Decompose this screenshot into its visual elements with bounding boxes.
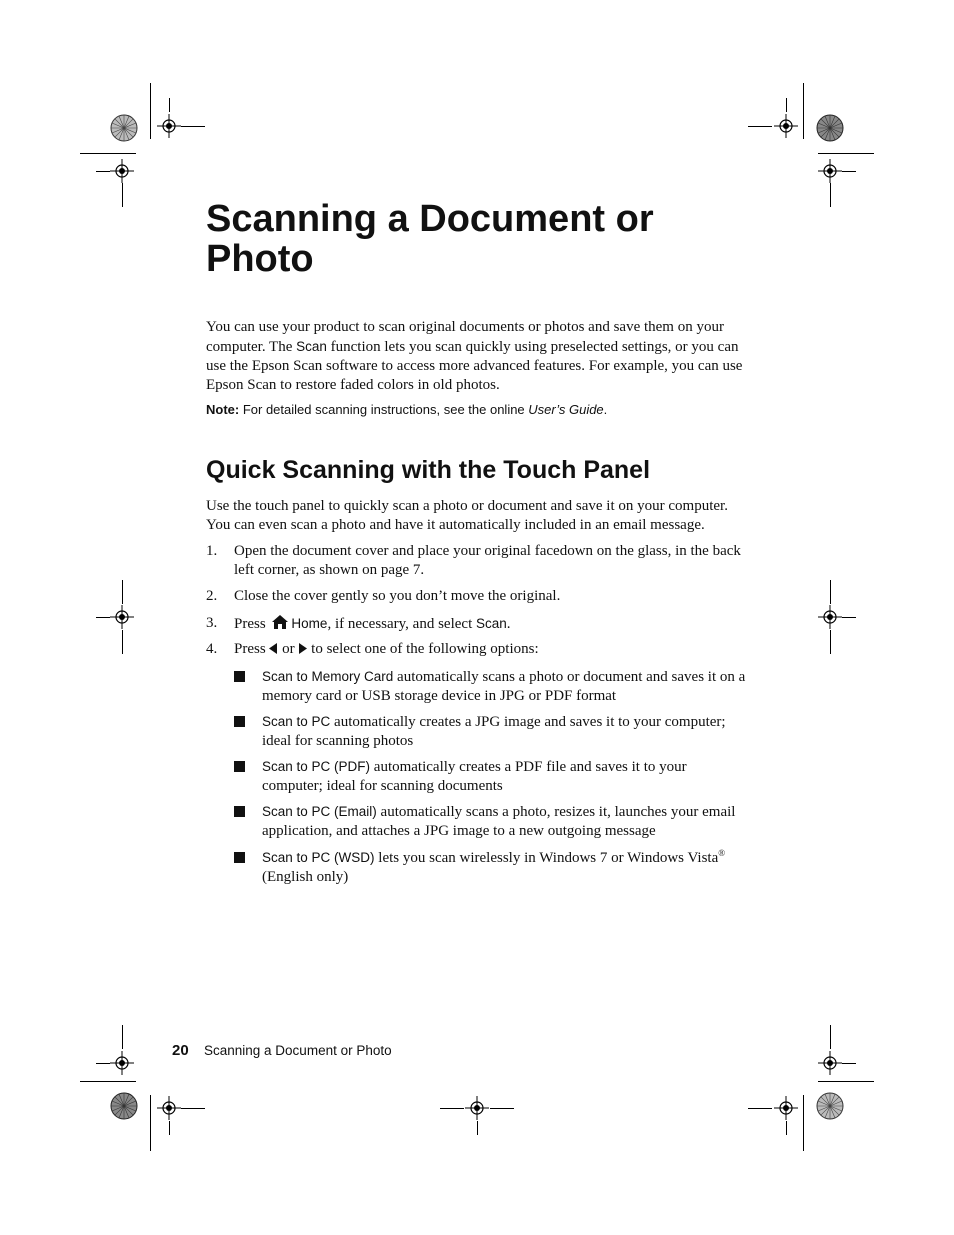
crop-line [748, 1108, 772, 1109]
step-number: 4. [206, 641, 218, 657]
option-description: automatically creates a PDF file and saves it to your computer; ideal for scanning documents [262, 759, 687, 794]
option-description: lets you scan wirelessly in Windows 7 or Windows Vista [374, 850, 719, 866]
crop-line [830, 630, 831, 654]
step-text-press: Press [234, 616, 270, 632]
scan-label: Scan [475, 616, 507, 631]
step-4 [206, 640, 751, 660]
crop-line [818, 1081, 874, 1082]
note-text: For detailed scanning instructions, see the online [239, 402, 529, 417]
crop-line [842, 1063, 856, 1064]
users-guide-reference: User’s Guide [528, 402, 604, 417]
crop-line [150, 83, 151, 139]
crop-line [830, 183, 831, 207]
step-text-end: to select one of the following options: [307, 641, 539, 657]
crop-line [169, 98, 170, 112]
crop-line [830, 580, 831, 604]
registration-mark-icon [818, 605, 842, 629]
color-registration-wheel-icon [816, 114, 844, 142]
scan-function-label: Scan [296, 339, 327, 354]
registration-mark-icon [818, 1051, 842, 1075]
option-label: Scan to PC (PDF) [262, 759, 371, 774]
crop-line [803, 83, 804, 139]
crop-line [842, 171, 856, 172]
crop-line [830, 1025, 831, 1049]
section-heading: Quick Scanning with the Touch Panel [206, 456, 651, 484]
option-label: Scan to PC (WSD) [262, 850, 375, 865]
note [206, 401, 751, 419]
option-text [262, 848, 749, 887]
step-number: 1. [206, 543, 218, 559]
color-registration-wheel-icon [110, 114, 138, 142]
crop-line [80, 153, 136, 154]
step-text-press: Press [234, 641, 270, 657]
registration-mark-icon [774, 1096, 798, 1120]
bullet-square-icon [234, 806, 245, 817]
step-2 [206, 587, 751, 607]
bullet-square-icon [234, 852, 245, 863]
step-text-or: or [278, 641, 299, 657]
crop-line [96, 1063, 110, 1064]
crop-line [80, 1081, 136, 1082]
crop-line [440, 1108, 464, 1109]
crop-line [803, 1095, 804, 1151]
page-title: Scanning a Document or Photo [206, 198, 654, 280]
home-icon [271, 614, 289, 630]
step-number: 3. [206, 615, 218, 631]
footer-title: Scanning a Document or Photo [204, 1043, 392, 1058]
option-text [262, 757, 749, 796]
home-label: Home [291, 616, 328, 631]
step-text [234, 614, 751, 634]
registration-mark-icon [818, 159, 842, 183]
crop-line [122, 580, 123, 604]
registration-mark-icon [465, 1096, 489, 1120]
option-scan-to-memory-card [234, 667, 749, 707]
registration-mark-icon [110, 1051, 134, 1075]
step-number: 2. [206, 588, 218, 604]
crop-line [181, 126, 205, 127]
option-scan-to-pc-pdf [234, 757, 749, 797]
color-registration-wheel-icon [816, 1092, 844, 1120]
crop-line [122, 183, 123, 207]
crop-line [748, 126, 772, 127]
registration-mark-icon [157, 114, 181, 138]
intro-text-continued: function lets you scan quickly using preselected settings, or you can use the Epson Scan software to access more advanced features. For example, you can use Epson Scan to restore faded colors in old photos. [206, 339, 743, 393]
crop-line [818, 153, 874, 154]
intro-paragraph [206, 318, 751, 395]
crop-line [477, 1121, 478, 1135]
bullet-square-icon [234, 716, 245, 727]
option-description-end: (English only) [262, 869, 349, 885]
step-text-middle: , if necessary, and select [327, 616, 476, 632]
crop-line [96, 617, 110, 618]
page-number: 20 [172, 1042, 189, 1059]
crop-line [842, 617, 856, 618]
crop-line [786, 98, 787, 112]
step-text [234, 640, 751, 659]
option-text [262, 667, 749, 706]
crop-line [169, 1121, 170, 1135]
registration-mark-icon [110, 605, 134, 629]
step-text: Open the document cover and place your original facedown on the glass, in the back left corner, as shown on page 7. [234, 543, 741, 578]
color-registration-wheel-icon [110, 1092, 138, 1120]
bullet-square-icon [234, 671, 245, 682]
option-description: automatically creates a JPG image and saves it to your computer; ideal for scanning photos [262, 714, 726, 749]
crop-line [150, 1095, 151, 1151]
step-3 [206, 614, 751, 634]
bullet-square-icon [234, 761, 245, 772]
crop-line [181, 1108, 205, 1109]
crop-line [490, 1108, 514, 1109]
crop-line [786, 1121, 787, 1135]
option-text [262, 802, 749, 841]
crop-line [122, 1025, 123, 1049]
option-description: automatically scans a photo or document and saves it on a memory card or USB storage device in JPG or PDF format [262, 669, 746, 704]
option-label: Scan to PC [262, 714, 331, 729]
step-text-end: . [506, 616, 511, 632]
option-scan-to-pc-wsd [234, 848, 749, 888]
intro-text: You can use your product to scan original documents or photos and save them on your computer. The [206, 319, 724, 355]
option-label: Scan to Memory Card [262, 669, 394, 684]
option-description: automatically scans a photo, resizes it, launches your email application, and attaches a JPG image to a new outgoing message [262, 804, 736, 839]
note-label: Note: [206, 402, 240, 417]
option-scan-to-pc-email [234, 802, 749, 842]
option-label: Scan to PC (Email) [262, 804, 377, 819]
option-scan-to-pc [234, 712, 749, 752]
option-text [262, 712, 749, 751]
registration-mark-icon [774, 114, 798, 138]
registration-mark-icon [157, 1096, 181, 1120]
note-end: . [603, 402, 608, 417]
crop-line [96, 171, 110, 172]
crop-line [122, 630, 123, 654]
step-1 [206, 542, 751, 582]
step-text: Close the cover gently so you don’t move the original. [234, 588, 561, 604]
section-intro-paragraph: Use the touch panel to quickly scan a photo or document and save it on your computer. You can even scan a photo and have it automatically included in an email message. [206, 498, 728, 533]
registered-mark: ® [718, 848, 726, 858]
registration-mark-icon [110, 159, 134, 183]
